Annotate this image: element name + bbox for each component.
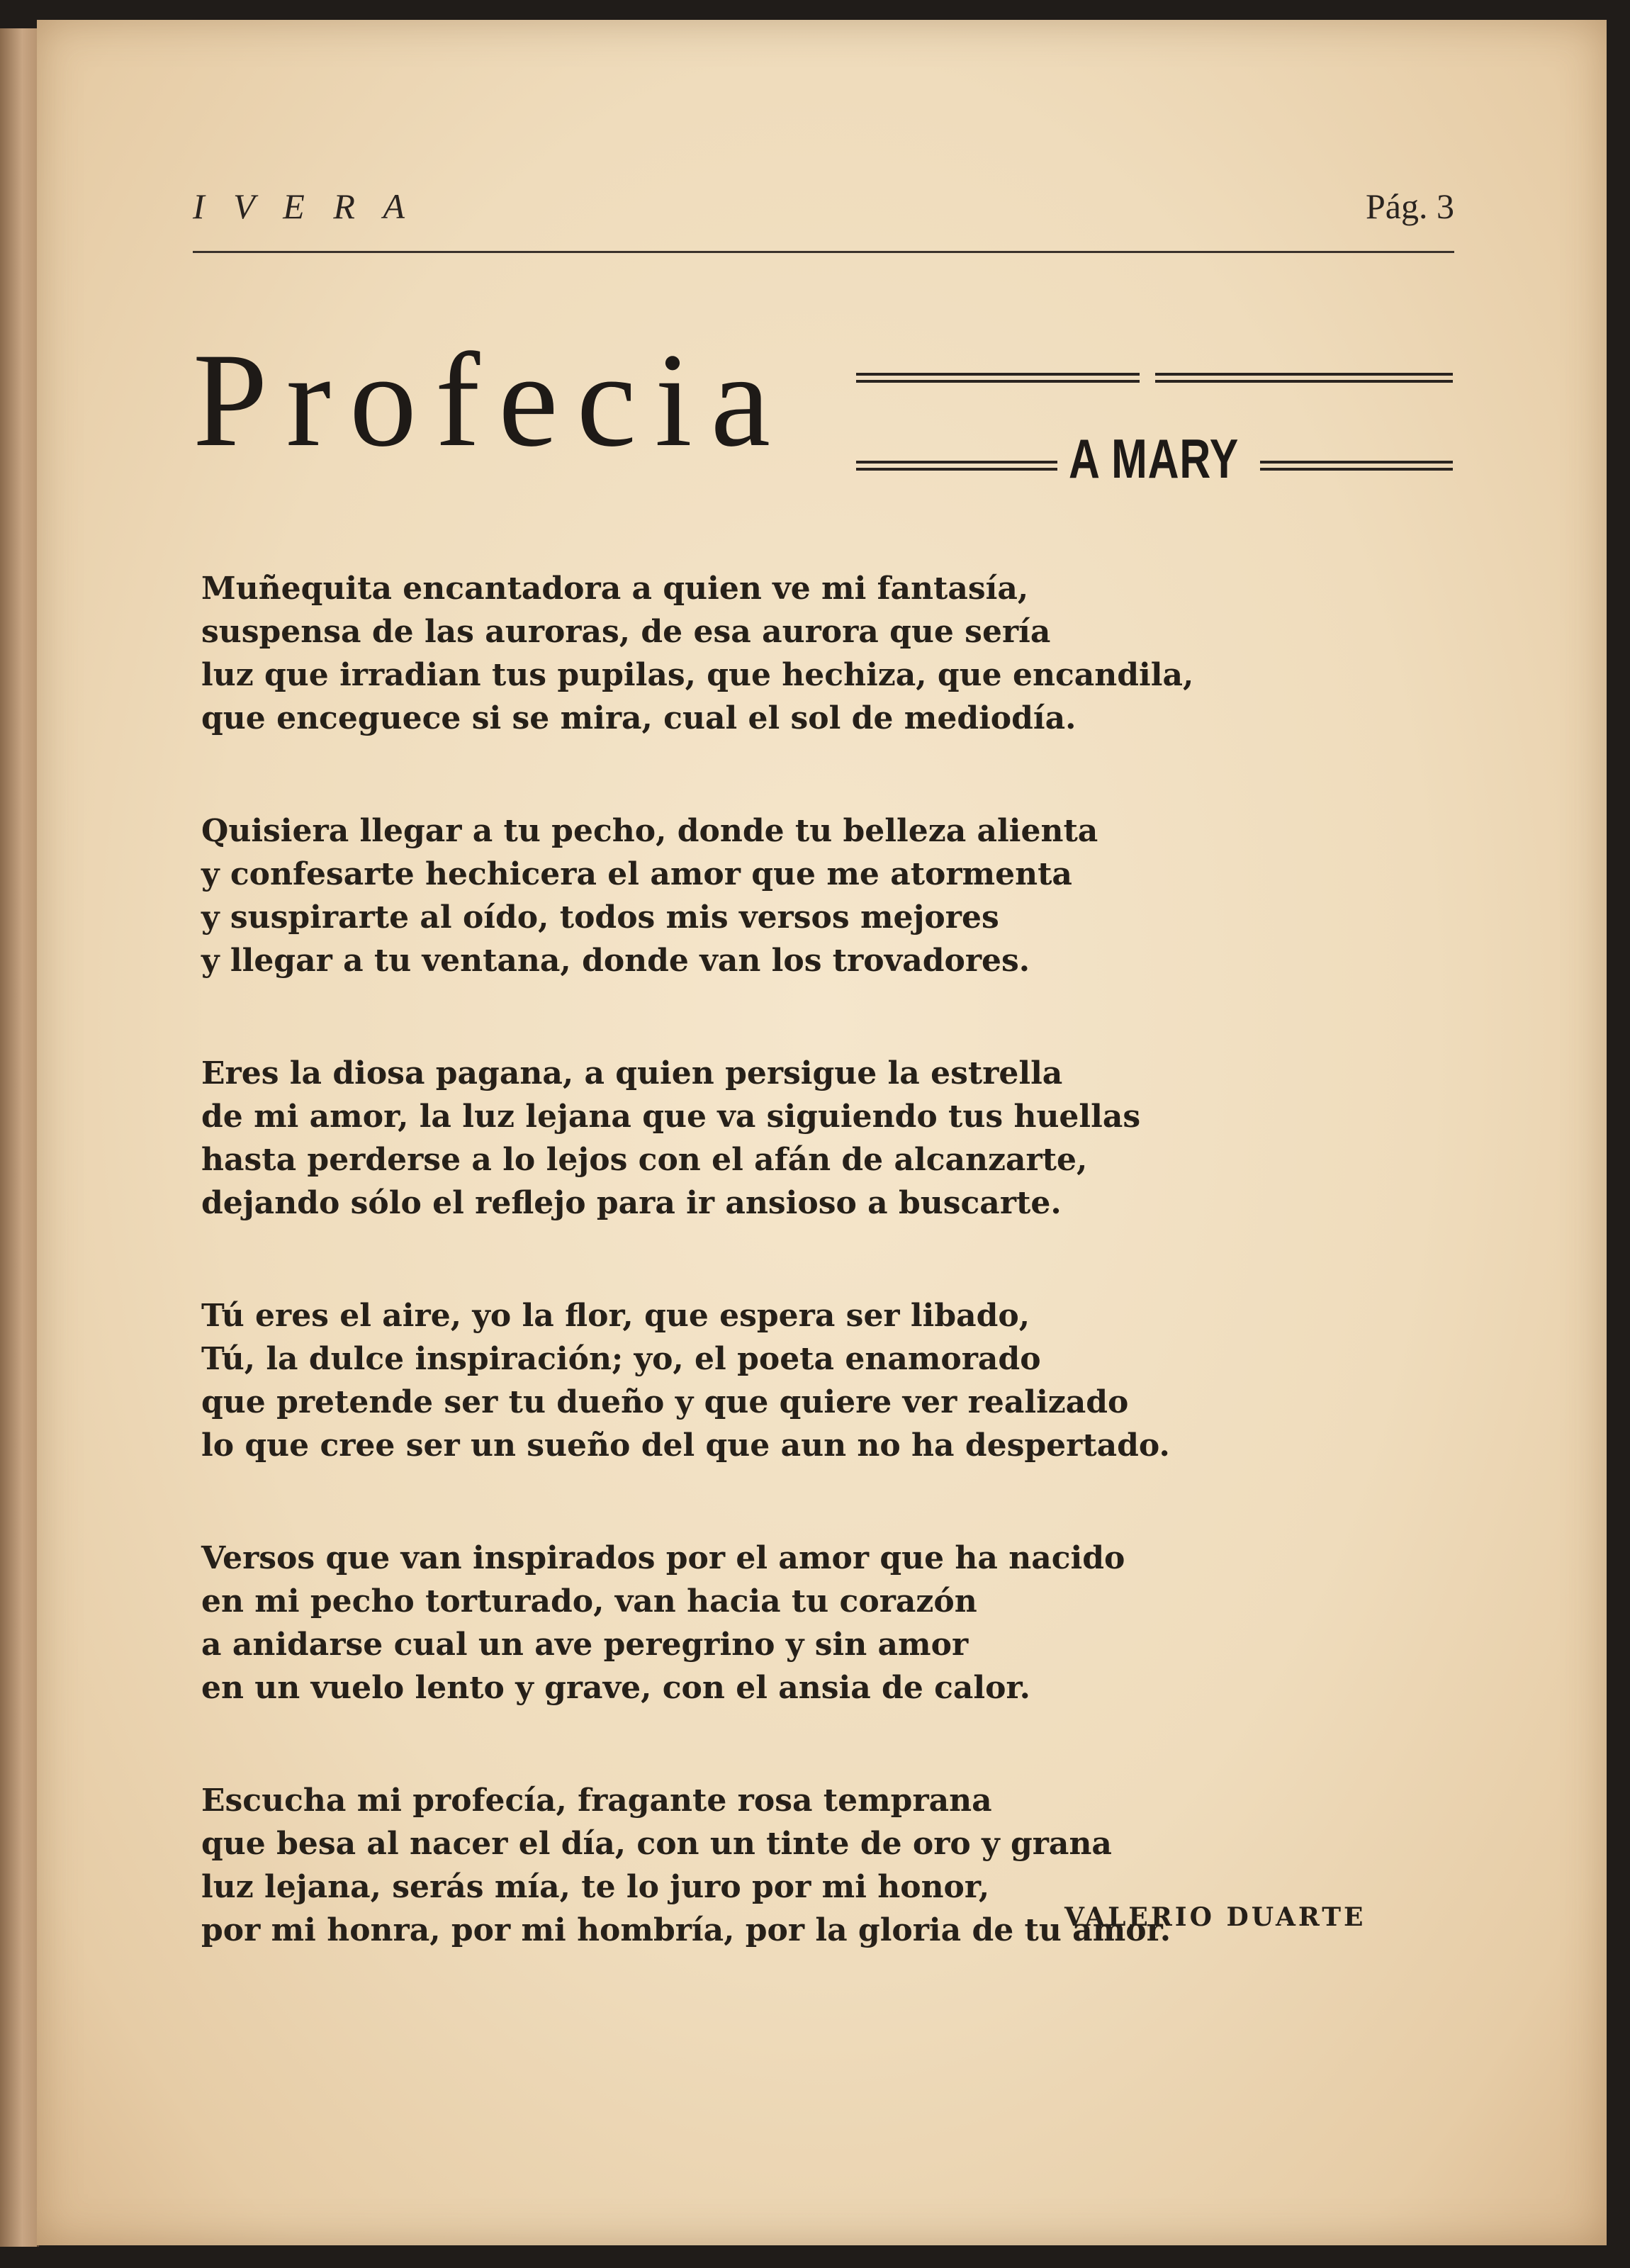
verse-line: luz lejana, serás mía, te lo juro por mi honor, [201,1869,990,1905]
verse-line: por mi honra, por mi hombría, por la gloria de tu amor. [201,1912,1171,1948]
title-ornament-bar-bottom-right [1260,461,1453,471]
verse-line: Versos que van inspirados por el amor que ha nacido [201,1540,1125,1576]
verse-line: que pretende ser tu dueño y que quiere ver realizado [201,1384,1129,1420]
stanza [201,1294,1406,1467]
verse-line: hasta perderse a lo lejos con el afán de alcanzarte, [201,1142,1088,1178]
book-spine-edge [0,28,39,2247]
verse-line: a anidarse cual un ave peregrino y sin amor [201,1627,969,1663]
verse-line: y suspirarte al oído, todos mis versos mejores [201,899,999,936]
verse-line: Tú eres el aire, yo la flor, que espera ser libado, [201,1298,1030,1334]
verse-line: que enceguece si se mira, cual el sol de mediodía. [201,700,1077,736]
verse-line: de mi amor, la luz lejana que va siguiendo tus huellas [201,1099,1141,1135]
verse-line: y llegar a tu ventana, donde van los trovadores. [201,943,1030,979]
author-signature: VALERIO DUARTE [1064,1902,1366,1932]
verse-line: que besa al nacer el día, con un tinte de oro y grana [201,1826,1112,1862]
verse-line: luz que irradian tus pupilas, que hechiza, que encandila, [201,657,1194,693]
title-ornament-bar-top-right [1155,373,1453,383]
stanza [201,567,1406,740]
verse-line: lo que cree ser un sueño del que aun no ha despertado. [201,1427,1170,1464]
verse-line: Tú, la dulce inspiración; yo, el poeta enamorado [201,1341,1041,1377]
verse-line: Quisiera llegar a tu pecho, donde tu belleza alienta [201,813,1098,849]
verse-line: y confesarte hechicera el amor que me atormenta [201,856,1072,892]
verse-line: Escucha mi profecía, fragante rosa temprana [201,1783,992,1819]
page-number: Pág. 3 [1366,186,1454,226]
journal-name: I V E R A [193,186,415,226]
poem-body [201,567,1406,2021]
dedication: A MARY [1069,427,1240,490]
stanza [201,1537,1406,1710]
verse-line: Eres la diosa pagana, a quien persigue la estrella [201,1055,1063,1091]
running-header [193,186,1454,228]
title-ornament-bar-top-left [856,373,1140,383]
verse-line: en mi pecho torturado, van hacia tu corazón [201,1583,977,1619]
verse-line: suspensa de las auroras, de esa aurora que sería [201,614,1051,650]
stanza [201,1052,1406,1225]
verse-line: en un vuelo lento y grave, con el ansia de calor. [201,1670,1030,1706]
title-ornament-bar-bottom-left [856,461,1057,471]
verse-line: Muñequita encantadora a quien ve mi fantasía, [201,571,1029,607]
stanza [201,809,1406,982]
verse-line: dejando sólo el reflejo para ir ansioso a buscarte. [201,1185,1062,1221]
poem-title: Profecia [193,326,789,475]
header-rule [193,251,1454,253]
